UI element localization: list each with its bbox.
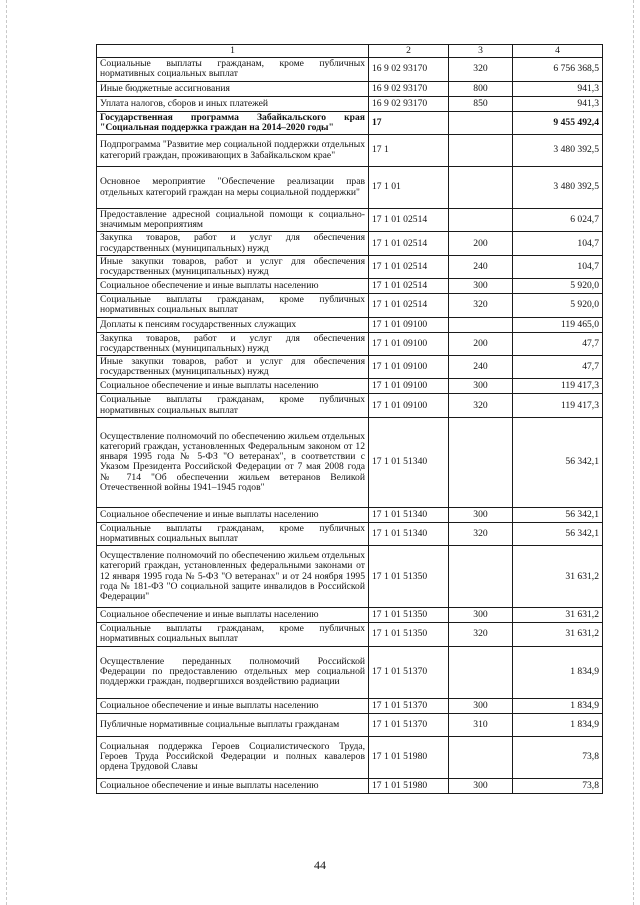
row-expense-type-cell <box>449 111 513 134</box>
row-code-cell: 17 1 01 09100 <box>369 356 449 379</box>
row-code-cell: 17 1 <box>369 135 449 167</box>
row-sum-cell: 941,3 <box>513 81 603 96</box>
row-expense-type-cell: 300 <box>449 608 513 623</box>
table-row <box>97 294 603 317</box>
row-expense-type-cell: 300 <box>449 379 513 394</box>
table-row <box>97 356 603 379</box>
row-code-cell: 16 9 02 93170 <box>369 96 449 111</box>
row-sum-cell: 56 342,1 <box>513 417 603 507</box>
row-expense-type-cell: 200 <box>449 332 513 355</box>
column-header-code: 2 <box>369 45 449 58</box>
table-row <box>97 778 603 793</box>
row-code-cell: 16 9 02 93170 <box>369 58 449 81</box>
row-sum-cell: 6 756 368,5 <box>513 58 603 81</box>
row-code-cell: 17 1 01 51980 <box>369 736 449 778</box>
row-sum-cell: 119 465,0 <box>513 317 603 332</box>
row-sum-cell: 6 024,7 <box>513 209 603 232</box>
row-expense-type-cell: 320 <box>449 394 513 417</box>
row-name-cell: Социальные выплаты гражданам, кроме публичных нормативных социальных выплат <box>97 623 369 646</box>
row-expense-type-cell <box>449 317 513 332</box>
row-code-cell: 17 1 01 51350 <box>369 623 449 646</box>
table-row <box>97 58 603 81</box>
row-name-cell: Доплаты к пенсиям государственных служащих <box>97 317 369 332</box>
row-code-cell: 17 1 01 51370 <box>369 646 449 698</box>
row-name-cell: Государственная программа Забайкальского края "Социальная поддержка граждан на 2014–2020 годы" <box>97 111 369 134</box>
row-expense-type-cell: 300 <box>449 507 513 522</box>
row-expense-type-cell: 310 <box>449 713 513 736</box>
table-row <box>97 394 603 417</box>
row-sum-cell: 1 834,9 <box>513 698 603 713</box>
row-name-cell: Иные закупки товаров, работ и услуг для обеспечения государственных (муниципальных) нужд <box>97 255 369 278</box>
row-sum-cell: 5 920,0 <box>513 294 603 317</box>
row-sum-cell: 5 920,0 <box>513 279 603 294</box>
row-sum-cell: 73,8 <box>513 778 603 793</box>
row-code-cell: 17 1 01 09100 <box>369 394 449 417</box>
row-expense-type-cell: 240 <box>449 255 513 278</box>
table-row <box>97 608 603 623</box>
row-expense-type-cell: 300 <box>449 778 513 793</box>
table-row <box>97 736 603 778</box>
row-name-cell: Закупка товаров, работ и услуг для обеспечения государственных (муниципальных) нужд <box>97 332 369 355</box>
row-expense-type-cell <box>449 167 513 209</box>
row-sum-cell: 1 834,9 <box>513 713 603 736</box>
row-code-cell: 17 1 01 51370 <box>369 698 449 713</box>
row-code-cell: 17 1 01 51350 <box>369 546 449 608</box>
table-row <box>97 111 603 134</box>
row-sum-cell: 941,3 <box>513 96 603 111</box>
row-name-cell: Социальные выплаты гражданам, кроме публичных нормативных социальных выплат <box>97 294 369 317</box>
row-sum-cell: 47,7 <box>513 356 603 379</box>
row-name-cell: Социальное обеспечение и иные выплаты населению <box>97 279 369 294</box>
table-row <box>97 623 603 646</box>
table-header-row <box>97 45 603 58</box>
row-code-cell: 17 1 01 51370 <box>369 713 449 736</box>
row-code-cell: 17 <box>369 111 449 134</box>
row-sum-cell: 56 342,1 <box>513 507 603 522</box>
row-code-cell: 17 1 01 02514 <box>369 279 449 294</box>
row-code-cell: 16 9 02 93170 <box>369 81 449 96</box>
row-sum-cell: 31 631,2 <box>513 608 603 623</box>
row-sum-cell: 104,7 <box>513 232 603 255</box>
row-code-cell: 17 1 01 51340 <box>369 522 449 545</box>
table-row <box>97 96 603 111</box>
row-name-cell: Социальное обеспечение и иные выплаты населению <box>97 778 369 793</box>
table-row <box>97 81 603 96</box>
row-expense-type-cell <box>449 417 513 507</box>
table-row <box>97 209 603 232</box>
table-row <box>97 332 603 355</box>
row-expense-type-cell: 300 <box>449 279 513 294</box>
row-code-cell: 17 1 01 51340 <box>369 507 449 522</box>
row-name-cell: Иные бюджетные ассигнования <box>97 81 369 96</box>
row-name-cell: Предоставление адресной социальной помощи к социально-значимым мероприятиям <box>97 209 369 232</box>
scan-edge-left <box>6 0 7 905</box>
row-code-cell: 17 1 01 51340 <box>369 417 449 507</box>
row-code-cell: 17 1 01 02514 <box>369 209 449 232</box>
row-expense-type-cell: 240 <box>449 356 513 379</box>
table-row <box>97 546 603 608</box>
row-name-cell: Закупка товаров, работ и услуг для обеспечения государственных (муниципальных) нужд <box>97 232 369 255</box>
row-name-cell: Осуществление переданных полномочий Российской Федерации по предоставлению отдельных мер социальной поддержки граждан, подвергшихся воздействию радиации <box>97 646 369 698</box>
budget-table <box>96 44 603 794</box>
row-expense-type-cell <box>449 209 513 232</box>
row-expense-type-cell: 850 <box>449 96 513 111</box>
row-sum-cell: 31 631,2 <box>513 546 603 608</box>
row-expense-type-cell <box>449 135 513 167</box>
row-code-cell: 17 1 01 02514 <box>369 255 449 278</box>
row-name-cell: Социальное обеспечение и иные выплаты населению <box>97 698 369 713</box>
row-name-cell: Социальные выплаты гражданам, кроме публичных нормативных социальных выплат <box>97 394 369 417</box>
row-expense-type-cell: 800 <box>449 81 513 96</box>
row-name-cell: Социальное обеспечение и иные выплаты населению <box>97 507 369 522</box>
table-row <box>97 417 603 507</box>
table-row <box>97 713 603 736</box>
row-sum-cell: 104,7 <box>513 255 603 278</box>
row-code-cell: 17 1 01 02514 <box>369 294 449 317</box>
row-code-cell: 17 1 01 09100 <box>369 332 449 355</box>
page-number: 44 <box>314 858 326 872</box>
row-expense-type-cell <box>449 546 513 608</box>
row-sum-cell: 31 631,2 <box>513 623 603 646</box>
row-expense-type-cell: 320 <box>449 522 513 545</box>
row-code-cell: 17 1 01 <box>369 167 449 209</box>
table-row <box>97 522 603 545</box>
row-sum-cell: 119 417,3 <box>513 379 603 394</box>
row-code-cell: 17 1 01 09100 <box>369 317 449 332</box>
row-name-cell: Социальная поддержка Героев Социалистического Труда, Героев Труда Российской Федерации и полных кавалеров ордена Трудовой Славы <box>97 736 369 778</box>
row-name-cell: Осуществление полномочий по обеспечению жильем отдельных категорий граждан, установленных Федеральным законом от 12 января 1995 года № 5-ФЗ "О ветеранах", в соответствии с Указом Президента Российской Федерации от 7 мая 2008 года № 714 "Об обеспечении жильем ветеранов Великой Отечественной войны 1941–1945 годов" <box>97 417 369 507</box>
row-expense-type-cell <box>449 736 513 778</box>
row-expense-type-cell: 320 <box>449 294 513 317</box>
row-name-cell: Осуществление полномочий по обеспечению жильем отдельных категорий граждан, установленных федеральными законами от 12 января 1995 года № 5-ФЗ "О ветеранах" и от 24 ноября 1995 года № 181-ФЗ "О социальной защите инвалидов в Российской Федерации" <box>97 546 369 608</box>
row-sum-cell: 119 417,3 <box>513 394 603 417</box>
table-row <box>97 167 603 209</box>
row-expense-type-cell: 320 <box>449 58 513 81</box>
row-name-cell: Уплата налогов, сборов и иных платежей <box>97 96 369 111</box>
column-header-sum: 4 <box>513 45 603 58</box>
row-sum-cell: 73,8 <box>513 736 603 778</box>
row-sum-cell: 3 480 392,5 <box>513 167 603 209</box>
table-row <box>97 317 603 332</box>
column-header-expense-type: 3 <box>449 45 513 58</box>
row-code-cell: 17 1 01 51350 <box>369 608 449 623</box>
row-expense-type-cell <box>449 646 513 698</box>
row-name-cell: Основное мероприятие "Обеспечение реализации прав отдельных категорий граждан на меры социальной поддержки" <box>97 167 369 209</box>
row-name-cell: Публичные нормативные социальные выплаты гражданам <box>97 713 369 736</box>
table-row <box>97 507 603 522</box>
table-row <box>97 135 603 167</box>
row-code-cell: 17 1 01 51980 <box>369 778 449 793</box>
scan-edge-right <box>633 0 634 905</box>
row-name-cell: Подпрограмма "Развитие мер социальной поддержки отдельных категорий граждан, проживающих в Забайкальском крае" <box>97 135 369 167</box>
table-row <box>97 232 603 255</box>
table-row <box>97 279 603 294</box>
table-row <box>97 379 603 394</box>
row-sum-cell: 1 834,9 <box>513 646 603 698</box>
table-row <box>97 698 603 713</box>
row-expense-type-cell: 200 <box>449 232 513 255</box>
column-header-name: 1 <box>97 45 369 58</box>
row-code-cell: 17 1 01 02514 <box>369 232 449 255</box>
row-sum-cell: 3 480 392,5 <box>513 135 603 167</box>
row-name-cell: Социальное обеспечение и иные выплаты населению <box>97 608 369 623</box>
table-row <box>97 255 603 278</box>
row-name-cell: Социальные выплаты гражданам, кроме публичных нормативных социальных выплат <box>97 522 369 545</box>
row-code-cell: 17 1 01 09100 <box>369 379 449 394</box>
row-expense-type-cell: 320 <box>449 623 513 646</box>
row-name-cell: Иные закупки товаров, работ и услуг для обеспечения государственных (муниципальных) нужд <box>97 356 369 379</box>
row-sum-cell: 56 342,1 <box>513 522 603 545</box>
row-expense-type-cell: 300 <box>449 698 513 713</box>
table-row <box>97 646 603 698</box>
row-name-cell: Социальное обеспечение и иные выплаты населению <box>97 379 369 394</box>
row-name-cell: Социальные выплаты гражданам, кроме публичных нормативных социальных выплат <box>97 58 369 81</box>
row-sum-cell: 47,7 <box>513 332 603 355</box>
row-sum-cell: 9 455 492,4 <box>513 111 603 134</box>
